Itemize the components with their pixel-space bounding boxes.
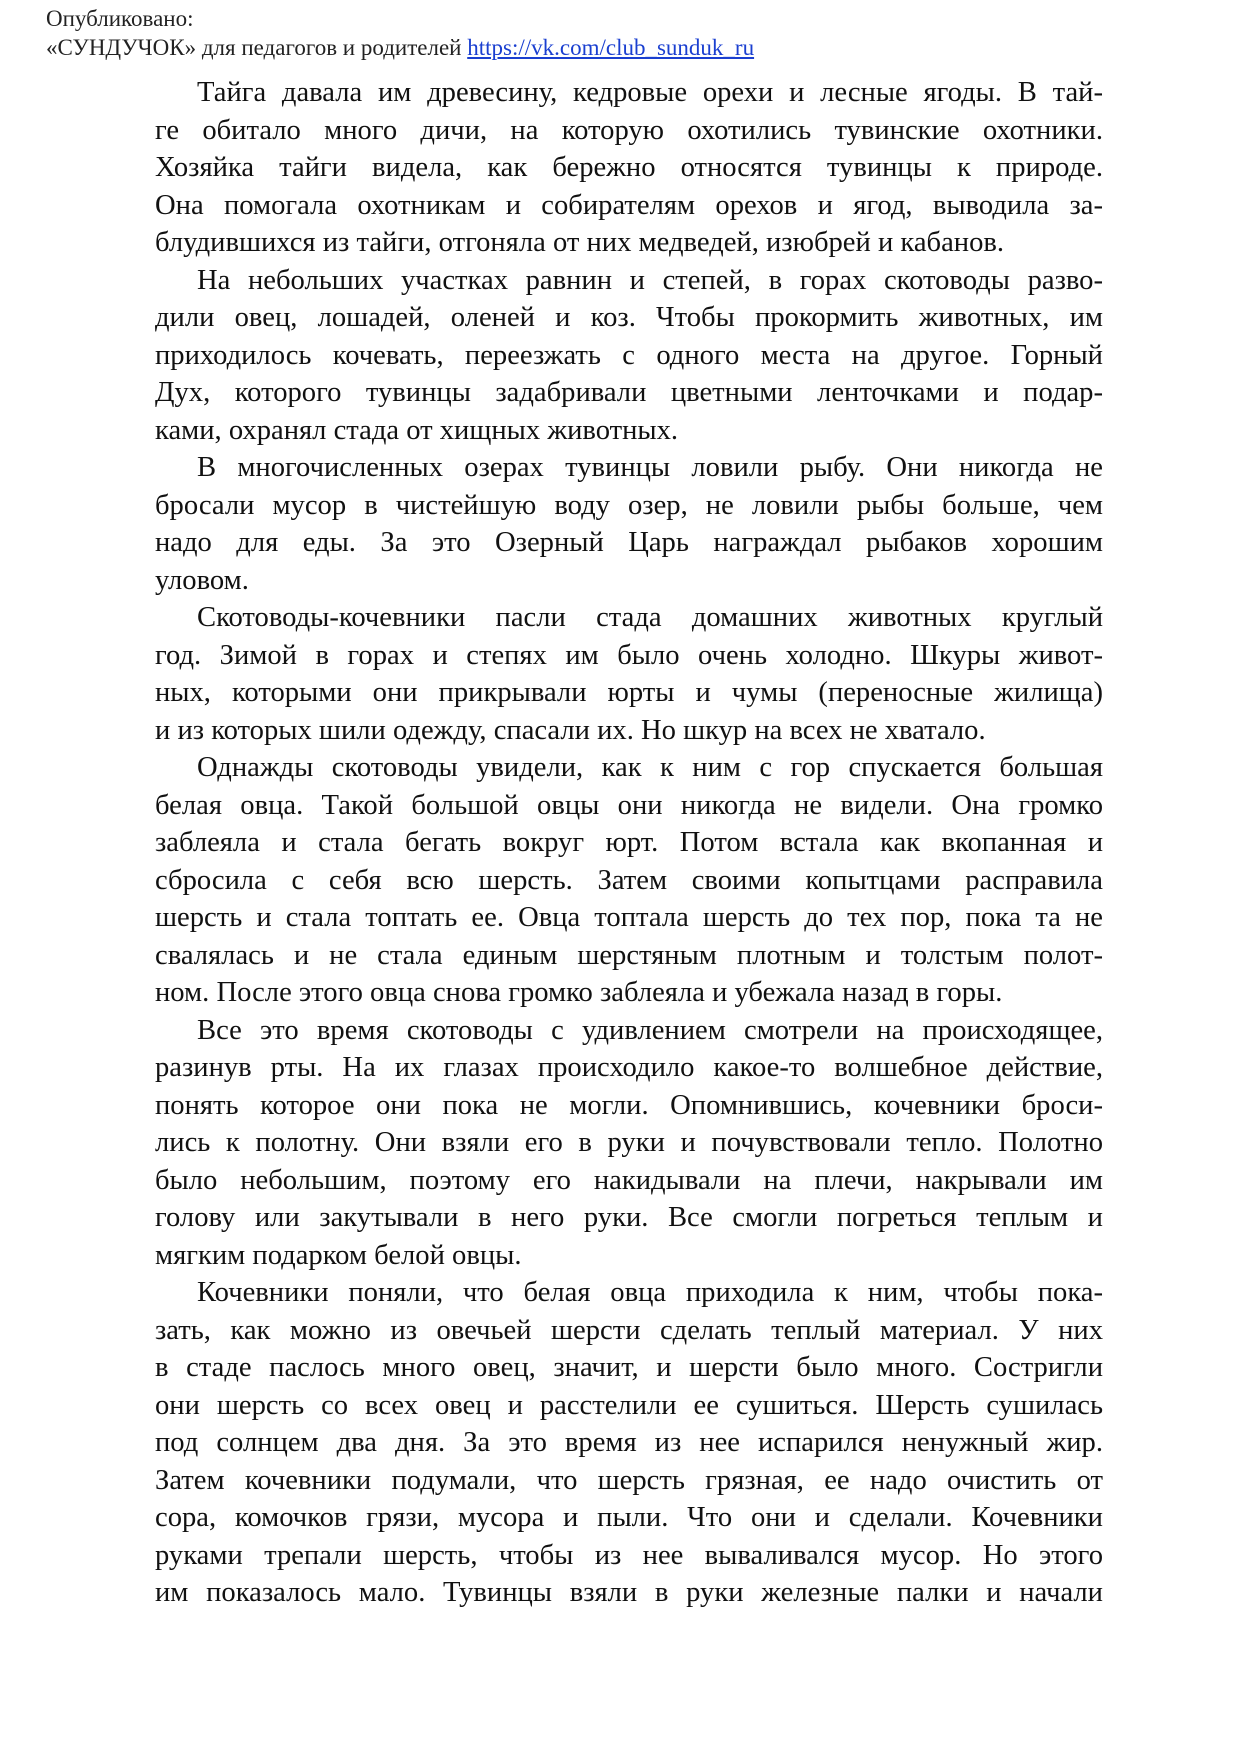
text-line: ками, охранял стада от хищных животных. <box>155 414 679 446</box>
source-link[interactable]: https://vk.com/club_sunduk_ru <box>467 35 755 60</box>
text-line: они шерсть со всех овец и расстелили ее сушиться. Шерсть сушилась <box>155 1389 1103 1421</box>
text-line: уловом. <box>155 564 249 596</box>
text-line: дили овец, лошадей, оленей и коз. Чтобы прокормить животных, им <box>155 302 1103 333</box>
text-line: В многочисленных озерах тувинцы ловили рыбу. Они никогда не <box>197 452 1103 483</box>
text-line: сора, комочков грязи, мусора и пыли. Что они и сделали. Кочевники <box>155 1502 1103 1533</box>
text-line: под солнцем два дня. За это время из нее испарился ненужный жир. <box>155 1427 1103 1458</box>
text-line: Дух, которого тувинцы задабривали цветными ленточками и подар- <box>155 377 1103 408</box>
text-line: голову или закутывали в него руки. Все смогли погреться теплым и <box>155 1202 1103 1233</box>
paragraph <box>155 749 1103 1012</box>
text-line: блудившихся из тайги, отгоняла от них медведей, изюбрей и кабанов. <box>155 227 1005 258</box>
story-text <box>155 74 1103 1612</box>
text-line: Затем кочевники подумали, что шерсть грязная, ее надо очистить от <box>155 1464 1103 1496</box>
text-line: им показалось мало. Тувинцы взяли в руки железные палки и начали <box>155 1577 1103 1608</box>
text-line: сбросила с себя всю шерсть. Затем своими копытцами расправила <box>155 864 1103 896</box>
text-line: год. Зимой в горах и степях им было очень холодно. Шкуры живот- <box>155 639 1103 671</box>
text-line: белая овца. Такой большой овцы они никогда не видели. Она громко <box>155 789 1103 821</box>
text-line: Хозяйка тайги видела, как бережно относятся тувинцы к природе. <box>155 152 1103 183</box>
text-line: было небольшим, поэтому его накидывали на плечи, накрывали им <box>155 1164 1103 1196</box>
text-line: бросали мусор в чистейшую воду озер, не ловили рыбы больше, чем <box>155 489 1103 521</box>
text-line: и из которых шили одежду, спасали их. Но шкур на всех не хватало. <box>155 714 986 746</box>
published-label: Опубликовано: <box>46 6 194 31</box>
text-line: приходилось кочевать, переезжать с одного места на другое. Горный <box>155 339 1103 371</box>
source-line <box>46 33 754 62</box>
text-line: ге обитало много дичи, на которую охотились тувинские охотники. <box>155 114 1103 146</box>
text-line: руками трепали шерсть, чтобы из нее вываливался мусор. Но этого <box>155 1539 1103 1571</box>
paragraph <box>155 74 1103 262</box>
paragraph <box>155 1012 1103 1275</box>
text-line: зать, как можно из овечьей шерсти сделать теплый материал. У них <box>155 1314 1103 1346</box>
text-line: мягким подарком белой овцы. <box>155 1239 522 1271</box>
text-line: ном. После этого овца снова громко заблеяла и убежала назад в горы. <box>155 977 1003 1008</box>
paragraph <box>155 599 1103 749</box>
text-line: понять которое они пока не могли. Опомнившись, кочевники броси- <box>155 1089 1103 1121</box>
text-line: свалялась и не стала единым шерстяным плотным и толстым полот- <box>155 939 1103 971</box>
text-line: надо для еды. За это Озерный Царь награждал рыбаков хорошим <box>155 527 1103 558</box>
text-line: Все это время скотоводы с удивлением смотрели на происходящее, <box>197 1014 1103 1046</box>
text-line: Скотоводы-кочевники пасли стада домашних животных круглый <box>197 602 1103 633</box>
text-line: в стаде паслось много овец, значит, и шерсти было много. Состригли <box>155 1352 1103 1383</box>
paragraph <box>155 1274 1103 1612</box>
paragraph <box>155 262 1103 450</box>
text-line: Однажды скотоводы увидели, как к ним с гор спускается большая <box>197 752 1103 783</box>
text-line: Тайга давала им древесину, кедровые орехи и лесные ягоды. В тай- <box>197 77 1103 108</box>
text-line: На небольших участках равнин и степей, в горах скотоводы разво- <box>197 264 1103 296</box>
text-line: ных, которыми они прикрывали юрты и чумы (переносные жилища) <box>155 677 1103 708</box>
text-line: заблеяла и стала бегать вокруг юрт. Потом встала как вкопанная и <box>155 827 1103 858</box>
text-line: Она помогала охотникам и собирателям орехов и ягод, выводила за- <box>155 189 1103 221</box>
text-line: лись к полотну. Они взяли его в руки и почувствовали тепло. Полотно <box>155 1127 1103 1158</box>
text-line: шерсть и стала топтать ее. Овца топтала шерсть до тех пор, пока та не <box>155 902 1103 933</box>
text-line: разинув рты. На их глазах происходило какое-то волшебное действие, <box>155 1052 1103 1083</box>
publication-header <box>46 4 754 62</box>
text-line: Кочевники поняли, что белая овца приходила к ним, чтобы пока- <box>197 1277 1103 1308</box>
paragraph <box>155 449 1103 599</box>
source-text: «СУНДУЧОК» для педагогов и родителей <box>46 35 462 60</box>
